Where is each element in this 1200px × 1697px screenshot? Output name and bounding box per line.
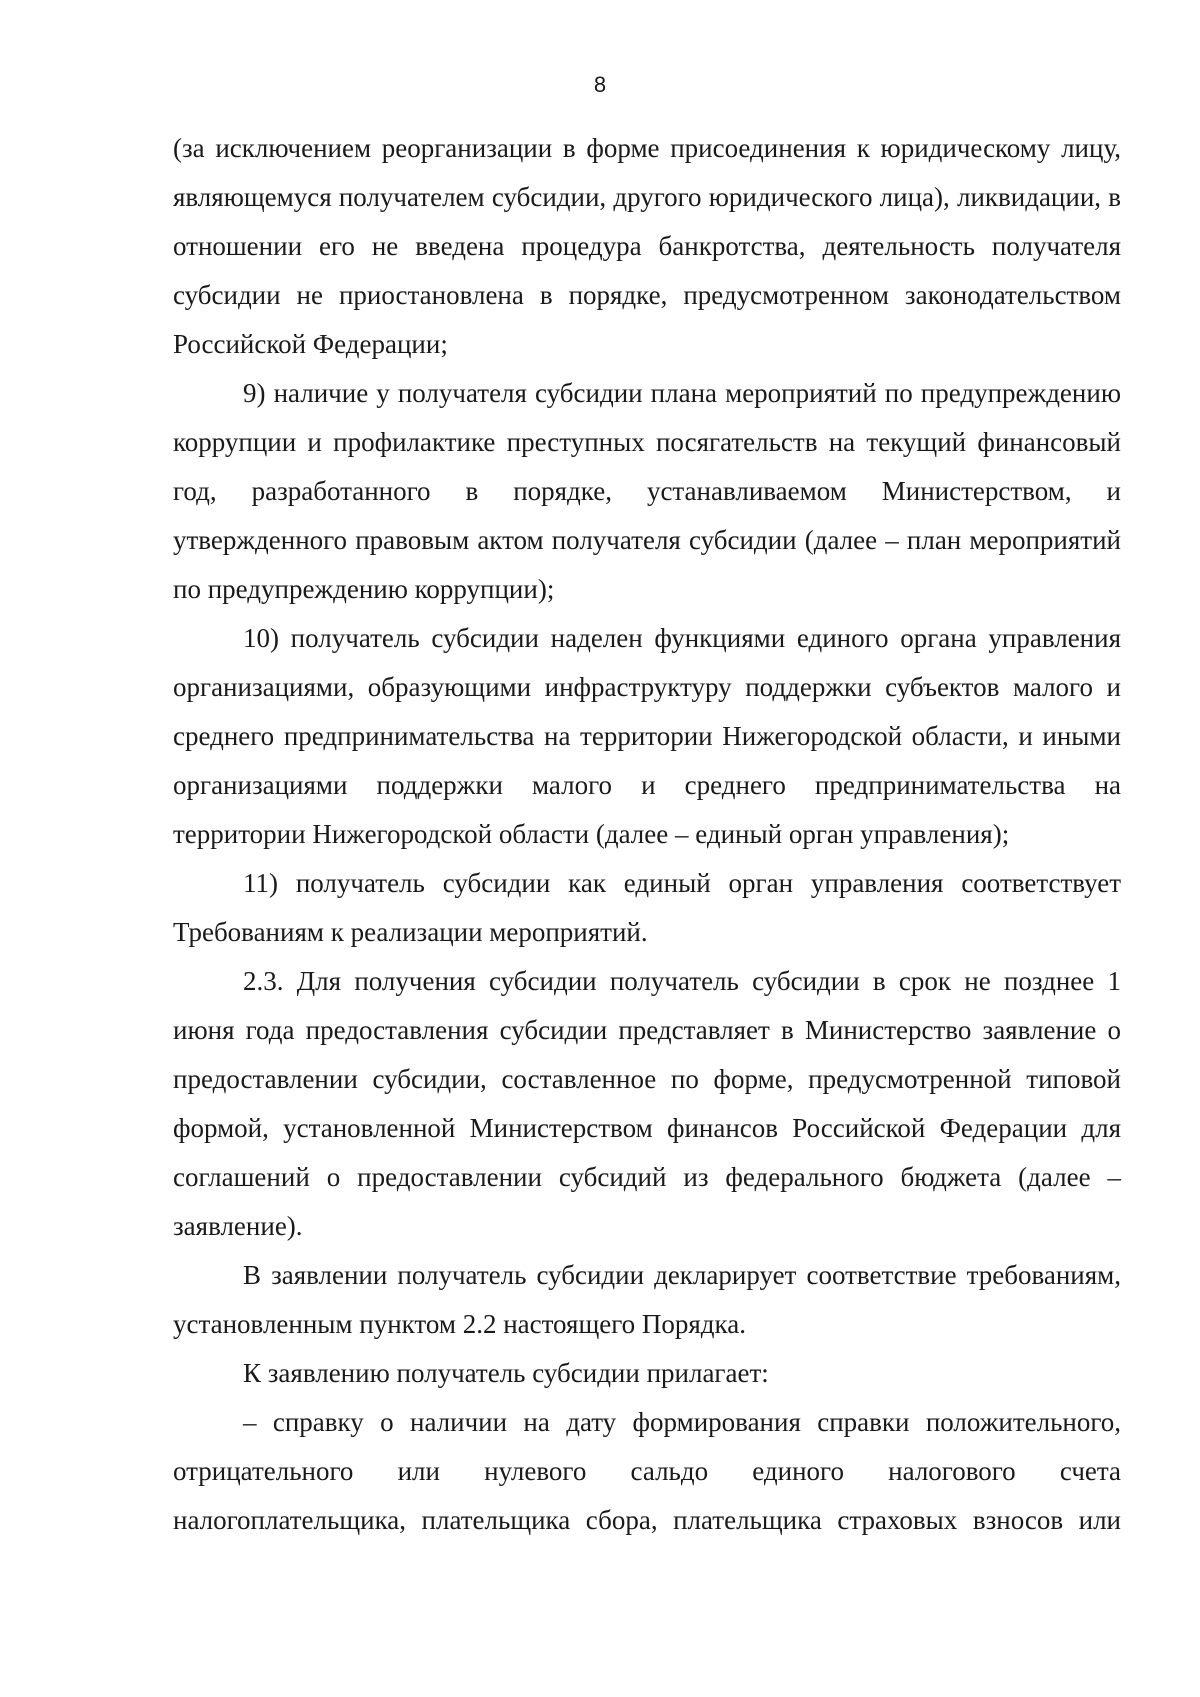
paragraph-declaration: В заявлении получатель субсидии декларирует соответствие требованиям, установленным пунктом 2.2 настоящего Порядка. (173, 1260, 1121, 1339)
paragraph-item-11: 11) получатель субсидии как единый орган управления соответствует Требованиям к реализации мероприятий. (173, 868, 1121, 947)
paragraph-tax-certificate: – справку о наличии на дату формирования справки положительного, отрицательного или нулевого сальдо единого налогового счета налогоплательщика, плательщика сбора, плательщика страховых взносов или (173, 1407, 1121, 1535)
paragraph-section-2-3: 2.3. Для получения субсидии получатель субсидии в срок не позднее 1 июня года предоставления субсидии представляет в Министерство заявление о предоставлении субсидии, составленное по форме, предусмотренной типовой формой, установленной Министерством финансов Российской Федерации для соглашений о предоставлении субсидий из федерального бюджета (далее – заявление). (173, 966, 1121, 1241)
document-body (173, 124, 1121, 1545)
paragraph-item-9: 9) наличие у получателя субсидии плана мероприятий по предупреждению коррупции и профилактике преступных посягательств на текущий финансовый год, разработанного в порядке, устанавливаемом Министерством, и утвержденного правовым актом получателя субсидии (далее – план мероприятий по предупреждению коррупции); (173, 378, 1121, 604)
paragraph-item-10: 10) получатель субсидии наделен функциями единого органа управления организациями, образующими инфраструктуру поддержки субъектов малого и среднего предпринимательства на территории Нижегородской области, и иными организациями поддержки малого и среднего предпринимательства на территории Нижегородской области (далее – единый орган управления); (173, 623, 1121, 849)
page-number: 8 (593, 72, 607, 97)
paragraph-liquidation-condition: (за исключением реорганизации в форме присоединения к юридическому лицу, являющемуся получателем субсидии, другого юридического лица), ликвидации, в отношении его не введена процедура банкротства, деятельность получателя субсидии не приостановлена в порядке, предусмотренном законодательством Российской Федерации; (173, 133, 1121, 359)
paragraph-attachments-intro: К заявлению получатель субсидии прилагает: (243, 1358, 769, 1388)
